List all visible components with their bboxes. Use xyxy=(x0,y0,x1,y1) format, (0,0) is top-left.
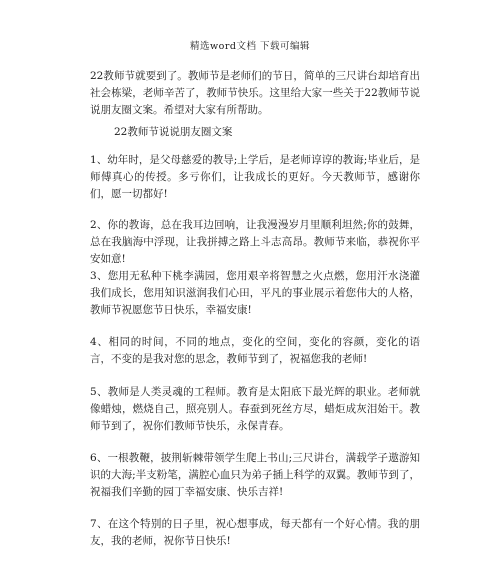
list-item: 7、在这个特别的日子里，祝心想事成，每天都有一个好心情。我的朋友，我的老师，祝你节日快乐! xyxy=(90,518,420,547)
intro-paragraph: 22教师节就要到了。教师节是老师们的节日，简单的三尺讲台却培育出社会栋梁，老师辛苦了，教师节快乐。这里给大家一些关于22教师节说说朋友圈文案。希望对大家有所帮助。 xyxy=(90,70,420,116)
list-item: 2、你的教诲，总在我耳边回响，让我漫漫岁月里顺利坦然;你的鼓舞，总在我脑海中浮现，让我拼搏之路上斗志高昂。教师节来临，恭祝你平安如意! xyxy=(90,219,420,265)
list-item: 1、幼年时，是父母慈爱的教导;上学后，是老师谆谆的教诲;毕业后，是师傅真心的传授。多亏你们，让我成长的更好。今天教师节，感谢你们，愿一切都好! xyxy=(90,154,420,200)
list-item: 6、一根教鞭，披荆斩棘带领学生爬上书山;三尺讲台，满载学子遨游知识的大海;半支粉笔，满腔心血只为弟子插上科学的双翼。教师节到了，祝福我们辛勤的园丁幸福安康、快乐吉祥! xyxy=(90,452,420,498)
list-item: 3、您用无私种下桃李满园，您用艰辛将智慧之火点燃，您用汗水浇灌我们成长，您用知识滋润我们心田，平凡的事业展示着您伟大的人格，教师节祝愿您节日快乐，幸福安康! xyxy=(90,270,420,316)
list-item: 4、相同的时间，不同的地点，变化的空间，变化的容颜，变化的语言，不变的是我对您的思念，教师节到了，祝福您我的老师! xyxy=(90,336,420,365)
list-item: 5、教师是人类灵魂的工程师。教育是太阳底下最光辉的职业。老师就像蜡烛，燃烧自己，照亮别人。春蚕到死丝方尽，蜡炬成灰泪始干。教师节到了，祝你们教师节快乐，永保青春。 xyxy=(90,386,420,432)
section-subtitle: 22教师节说说朋友圈文案 xyxy=(114,126,233,138)
page-header: 精选word文档 下载可编辑 xyxy=(190,41,310,52)
